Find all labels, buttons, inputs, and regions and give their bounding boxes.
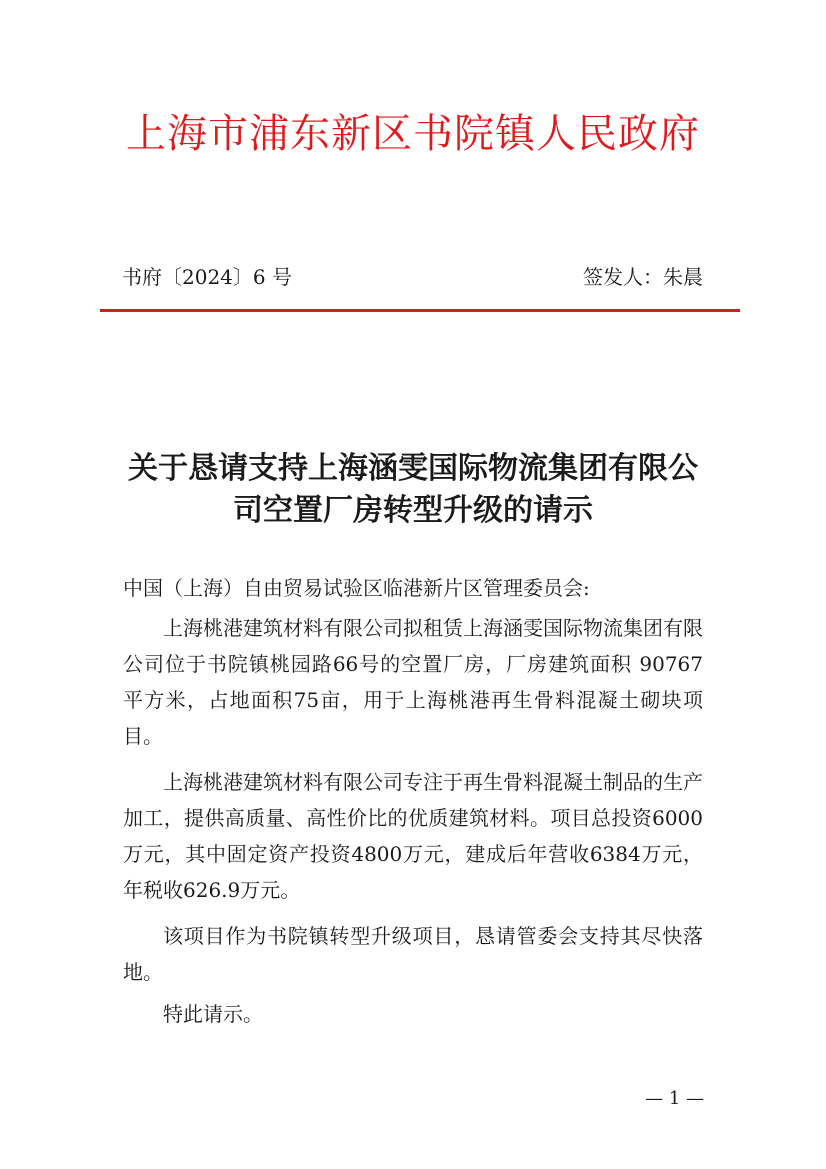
document-title — [100, 448, 726, 532]
closing-remark: 特此请示。 — [163, 1002, 263, 1026]
body-paragraph-1: 上海桃港建筑材料有限公司拟租赁上海涵雯国际物流集团有限公司位于书院镇桃园路66号的空置厂房，厂房建筑面积 90767 平方米，占地面积75亩，用于上海桃港再生骨料混凝土砌块项目。 — [123, 616, 703, 748]
red-divider-rule — [100, 309, 740, 312]
body-paragraph-2: 上海桃港建筑材料有限公司专注于再生骨料混凝土制品的生产加工，提供高质量、高性价比的优质建筑材料。项目总投资6000万元，其中固定资产投资4800万元，建成后年营收6384万元，年税收626.9万元。 — [123, 770, 703, 902]
document-body — [123, 568, 703, 1032]
issuer — [583, 262, 703, 292]
document-number: 书府〔2024〕6 号 — [122, 265, 292, 289]
issuer-label: 签发人： — [583, 265, 663, 289]
body-paragraph-3: 该项目作为书院镇转型升级项目，恳请管委会支持其尽快落地。 — [123, 924, 703, 984]
document-title-line-2: 司空置厂房转型升级的请示 — [233, 493, 593, 528]
issuer-name: 朱晨 — [663, 265, 703, 289]
organization-header: 上海市浦东新区书院镇人民政府 — [126, 111, 700, 157]
document-title-line-1: 关于恳请支持上海涵雯国际物流集团有限公 — [128, 451, 698, 486]
salutation: 中国（上海）自由贸易试验区临港新片区管理委员会: — [123, 576, 590, 600]
page-number: — 1 — — [645, 1088, 704, 1109]
